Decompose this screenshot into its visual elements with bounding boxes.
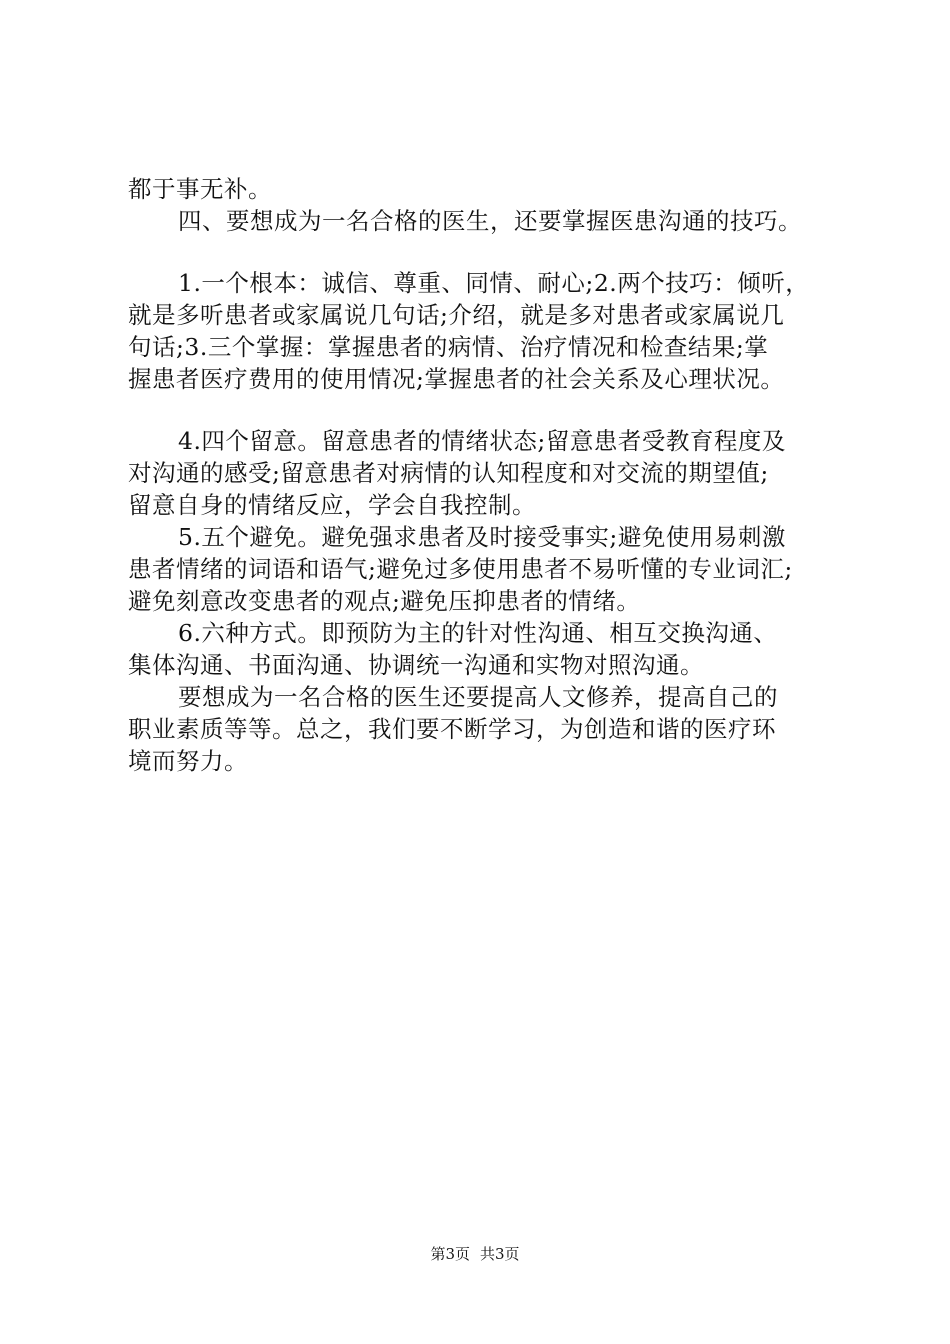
- text-line: 要想成为一名合格的医生还要提高人文修养，提高自己的: [178, 683, 778, 711]
- text-line: 握患者医疗费用的使用情况;掌握患者的社会关系及心理状况。: [128, 365, 785, 393]
- text-line: 6.六种方式。即预防为主的针对性沟通、相互交换沟通、: [178, 619, 778, 647]
- page-total: 共3页: [480, 1245, 520, 1263]
- text-line: 就是多听患者或家属说几句话;介绍，就是多对患者或家属说几: [128, 301, 785, 329]
- text-line: 句话;3.三个掌握：掌握患者的病情、治疗情况和检查结果;掌: [128, 333, 769, 361]
- text-line: 1.一个根本：诚信、尊重、同情、耐心;2.两个技巧：倾听，: [178, 269, 810, 297]
- section-heading: 四、要想成为一名合格的医生，还要掌握医患沟通的技巧。: [178, 207, 802, 235]
- paragraph-gap: [128, 395, 833, 425]
- text-line: 都于事无补。: [128, 175, 272, 203]
- text-line: 避免刻意改变患者的观点;避免压抑患者的情绪。: [128, 587, 641, 615]
- text-line: 患者情绪的词语和语气;避免过多使用患者不易听懂的专业词汇;: [128, 555, 793, 583]
- text-line: 5.五个避免。避免强求患者及时接受事实;避免使用易刺激: [178, 523, 786, 551]
- text-line: 职业素质等等。总之，我们要不断学习，为创造和谐的医疗环: [128, 715, 776, 743]
- text-line: 对沟通的感受;留意患者对病情的认知程度和对交流的期望值;: [128, 459, 769, 487]
- document-body: [128, 173, 833, 777]
- text-line: 4.四个留意。留意患者的情绪状态;留意患者受教育程度及: [178, 427, 786, 455]
- page-number: 第3页: [430, 1245, 470, 1263]
- page-footer: [0, 1244, 950, 1264]
- paragraph-gap: [128, 237, 833, 267]
- text-line: 留意自身的情绪反应，学会自我控制。: [128, 491, 536, 519]
- text-line: 集体沟通、书面沟通、协调统一沟通和实物对照沟通。: [128, 651, 704, 679]
- text-line: 境而努力。: [128, 747, 248, 775]
